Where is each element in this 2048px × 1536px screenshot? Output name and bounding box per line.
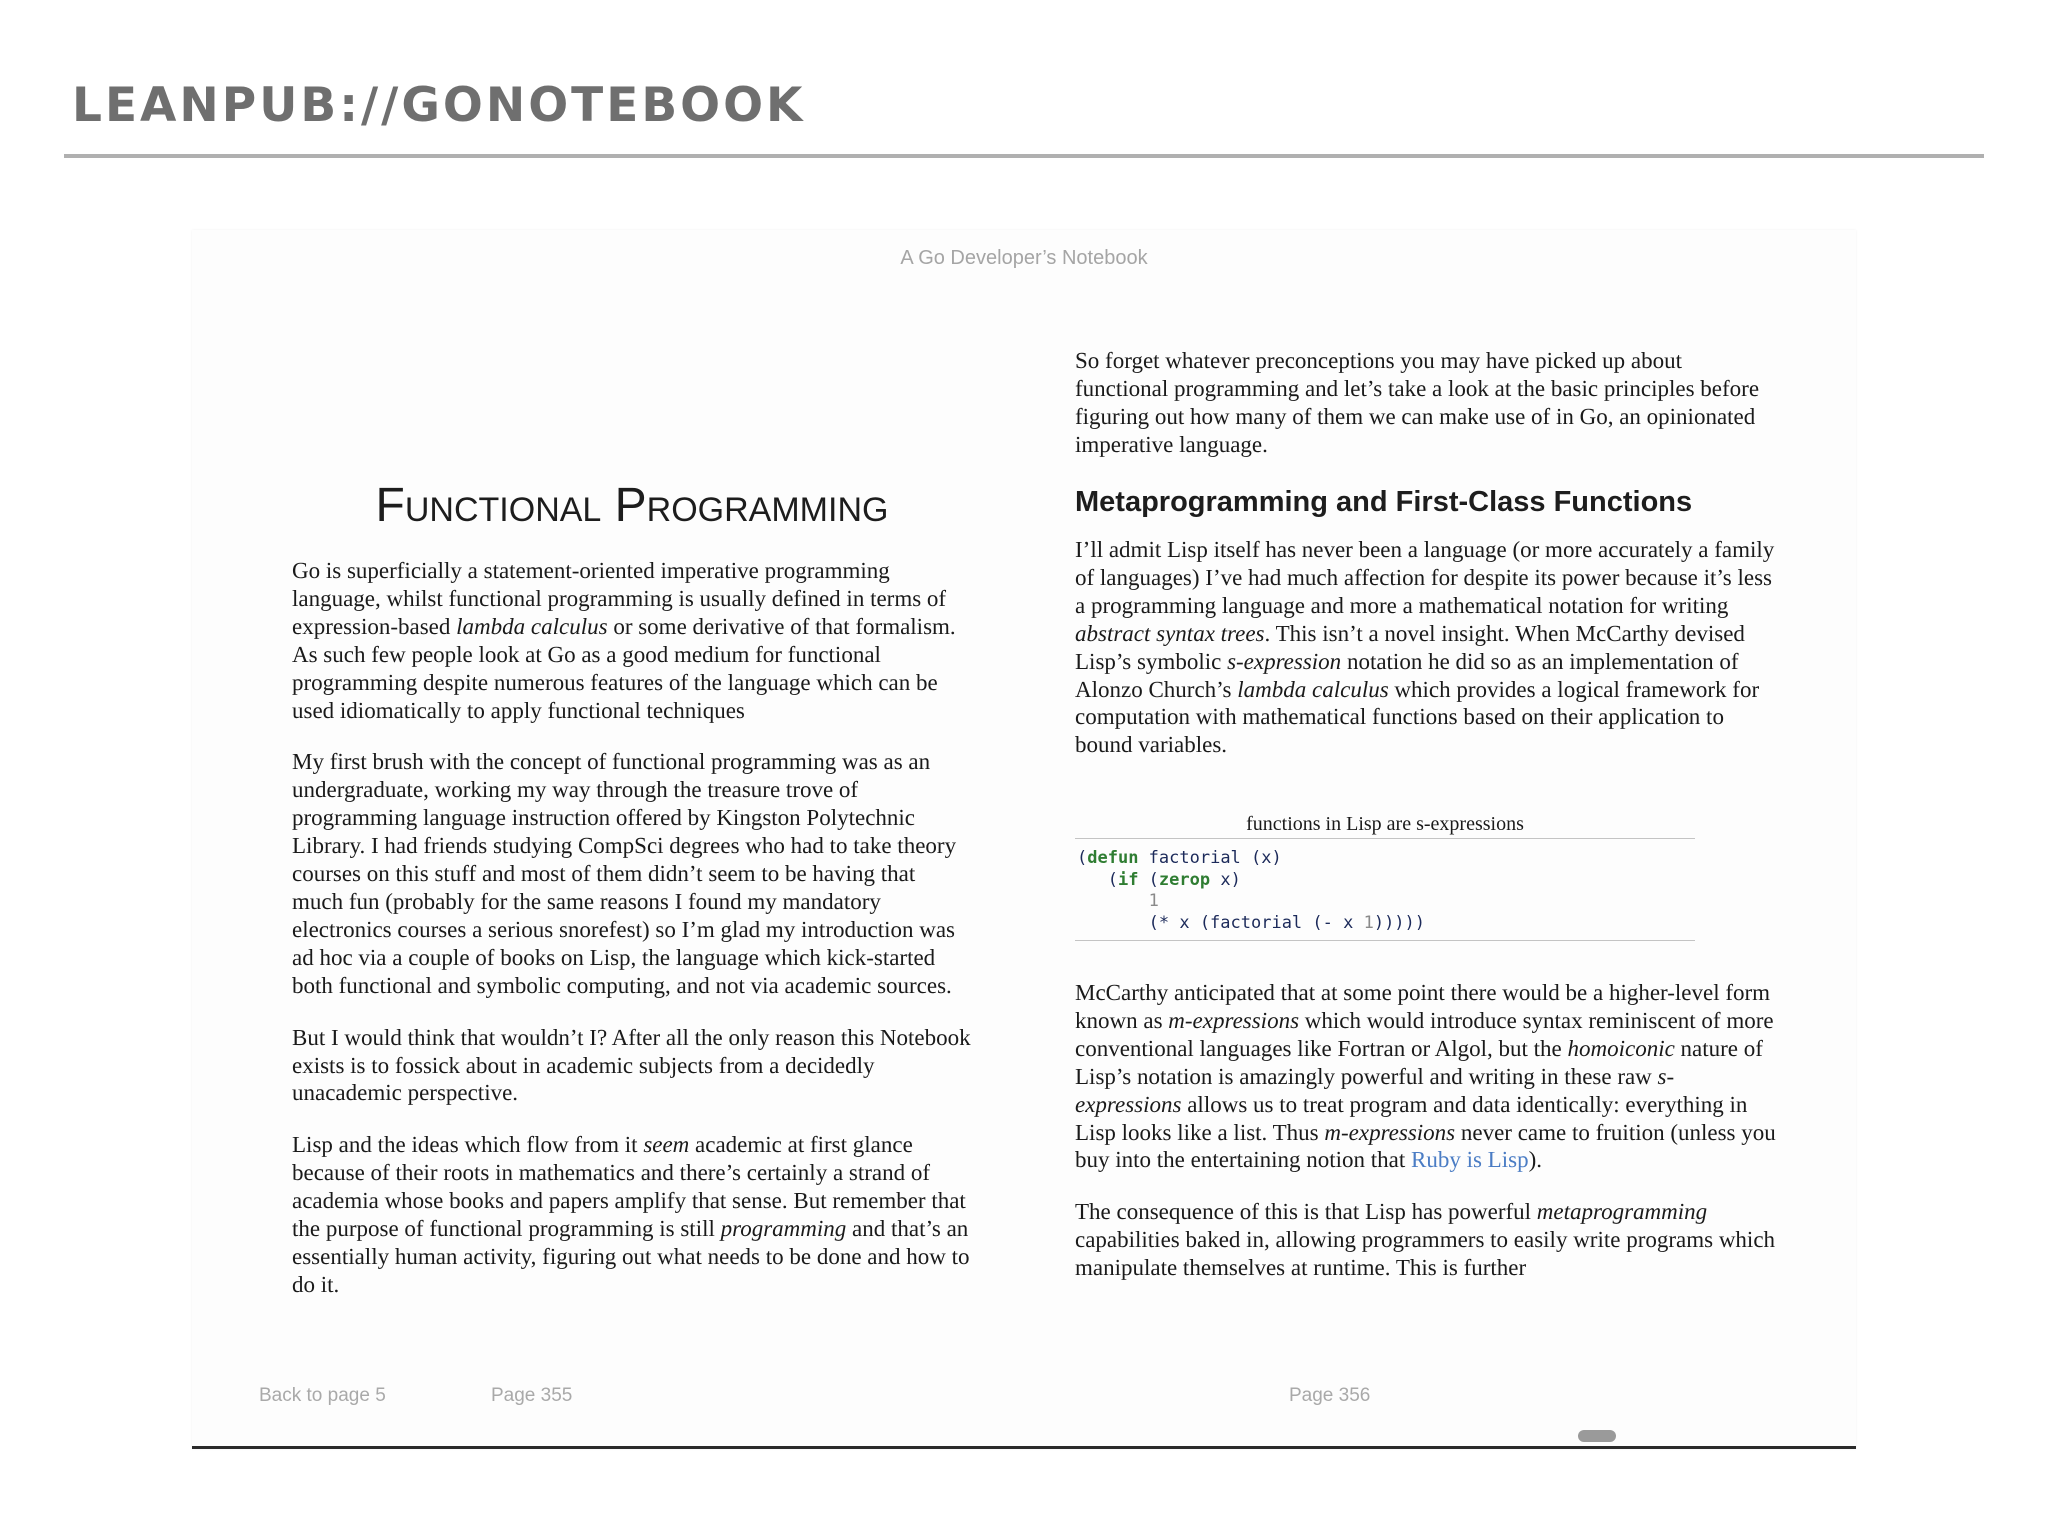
code-token: defun: [1087, 848, 1139, 868]
emphasis: metaprogramming: [1536, 1199, 1708, 1225]
code-token: [1077, 891, 1149, 911]
code-token: (: [1077, 869, 1118, 890]
paragraph: [1075, 347, 1780, 459]
text-run: Lisp and the ideas which flow from it: [292, 1132, 644, 1158]
emphasis: seem: [643, 1132, 690, 1158]
text-run: nature of Lisp’s notation is amazingly powerful and writing in these raw: [1075, 1035, 1763, 1089]
text-run: So forget whatever preconceptions you may have picked up about functional programming and let’s take a look at the basic principles before figuring out how many of them we can make use of in Go, an opinionated imperative language.: [1075, 348, 1760, 457]
code-token: 1: [1148, 891, 1159, 911]
right-page-body: [1075, 979, 1780, 1306]
emphasis: m-expressions: [1168, 1007, 1300, 1033]
code-token: if: [1117, 869, 1139, 890]
emphasis: homoiconic: [1567, 1035, 1675, 1061]
code-token: 1: [1363, 912, 1374, 933]
code-token: x): [1210, 869, 1241, 890]
text-run: Go is superficially a statement-oriented imperative programming language, whilst functional programming is usually defined in terms of expression-based: [292, 558, 947, 639]
section-heading: Metaprogramming and First-Class Functions: [1075, 486, 1693, 518]
code-token: zerop: [1158, 869, 1211, 890]
running-title: A Go Developer’s Notebook: [900, 247, 1148, 269]
text-run: McCarthy anticipated that at some point there would be a higher-level form known as: [1075, 980, 1771, 1033]
code-token: ))))): [1373, 912, 1426, 933]
code-caption: functions in Lisp are s-expressions: [1246, 813, 1524, 835]
text-run: The consequence of this is that Lisp has powerful: [1075, 1199, 1537, 1225]
emphasis: lambda calculus: [456, 613, 608, 639]
paragraph: [1075, 1198, 1780, 1282]
code-line: [1077, 848, 1693, 870]
code-token: factorial (x): [1138, 848, 1282, 868]
text-run: I’ll admit Lisp itself has never been a language (or more accurately a family of languages) I’ve had much affection for despite its power because it’s less a programming language and more a mathematical notation for writing: [1075, 537, 1775, 618]
text-run: ).: [1528, 1147, 1542, 1173]
text-run: But I would think that wouldn’t I? After all the only reason this Notebook exists is to fossick about in academic subjects from a decidedly unacademic perspective.: [292, 1024, 971, 1106]
text-run: which would introduce syntax reminiscent of more conventional languages like Fortran or Algol, but the: [1075, 1007, 1774, 1061]
paragraph: [1075, 536, 1780, 759]
emphasis: m-expressions: [1324, 1119, 1456, 1145]
paragraph: [292, 1131, 972, 1298]
paragraph: [292, 748, 972, 999]
book-reader: [192, 230, 1856, 1449]
code-token: (: [1138, 869, 1159, 890]
paragraph: [1075, 979, 1780, 1174]
paragraph: [292, 1024, 972, 1108]
header-divider: [64, 154, 1984, 158]
text-run: My first brush with the concept of functional programming was as an undergraduate, working my way through the treasure trove of programming language instruction offered by Kingston Polytechnic Library. I had friends studying CompSci degrees who had to take theory courses on this stuff and most of them didn’t seem to be having that much fun (probably for the same reasons I found my mandatory electronics courses a serious snorefest) so I’m glad my introduction was ad hoc via a couple of books on Lisp, the language which kick-started both functional and symbolic computing, and not via academic sources.: [292, 749, 957, 998]
code-line: [1077, 870, 1693, 892]
code-token: (* x (factorial (- x: [1077, 912, 1364, 933]
page-number-right: Page 356: [1289, 1385, 1371, 1406]
text-run: . This isn’t a novel insight. When McCarthy devised Lisp’s symbolic: [1075, 620, 1745, 674]
emphasis: programming: [720, 1216, 847, 1242]
emphasis: lambda calculus: [1237, 676, 1389, 702]
slide-header: LEANPUB://GONOTEBOOK: [72, 78, 806, 133]
code-token: (: [1077, 848, 1088, 868]
code-block: [1075, 838, 1695, 941]
code-line: [1077, 891, 1693, 913]
text-run: academic at first glance because of their roots in mathematics and there’s certainly a strand of academia whose books and papers amplify that sense. But remember that the purpose of functional programming is still: [292, 1132, 966, 1242]
back-to-page-link[interactable]: Back to page 5: [259, 1385, 386, 1406]
inline-link[interactable]: Ruby is Lisp: [1411, 1147, 1529, 1173]
code-line: [1077, 913, 1693, 935]
scroll-handle[interactable]: [1578, 1430, 1616, 1442]
text-run: notation he did so as an implementation of Alonzo Church’s: [1075, 648, 1739, 702]
right-page-intro: [1075, 347, 1780, 459]
text-run: which provides a logical framework for computation with mathematical functions based on their application to bound variables.: [1075, 676, 1760, 758]
left-page-body: [292, 557, 972, 1323]
code-figure: [1075, 812, 1695, 941]
page-number-left: Page 355: [491, 1385, 573, 1406]
chapter-title: Functional Programming: [375, 479, 889, 532]
text-run: or some derivative of that formalism. As such few people look at Go as a good medium for functional programming despite numerous features of the language which can be used idiomatically to apply functional techniques: [292, 613, 956, 723]
emphasis: s-expressions: [1075, 1063, 1675, 1117]
emphasis: abstract syntax trees: [1075, 620, 1265, 646]
text-run: allows us to treat program and data identically: everything in Lisp looks like a list. Thus: [1075, 1091, 1748, 1145]
emphasis: s-expression: [1227, 648, 1342, 674]
paragraph: [292, 557, 972, 724]
section-body: [1075, 536, 1780, 759]
text-run: and that’s an essentially human activity, figuring out what needs to be done and how to do it.: [292, 1216, 970, 1297]
text-run: capabilities baked in, allowing programmers to easily write programs which manipulate themselves at runtime. This is further: [1075, 1227, 1776, 1281]
text-run: never came to fruition (unless you buy into the entertaining notion that: [1075, 1119, 1776, 1173]
